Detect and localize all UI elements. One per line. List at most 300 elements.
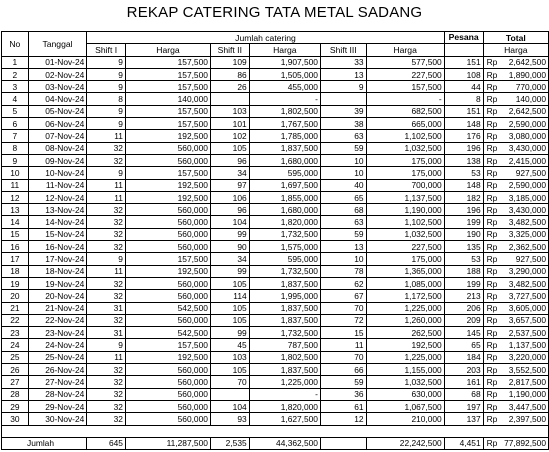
row-shift-2[interactable]: 70 [210,376,249,388]
row-date[interactable]: 14-Nov-24 [28,216,87,228]
row-harga-3[interactable]: 227,500 [366,241,444,253]
row-harga-1[interactable]: 157,500 [125,68,210,80]
row-pesanan[interactable]: 145 [444,327,483,339]
row-rp[interactable]: Rp [483,241,502,253]
header-tanggal[interactable]: Tanggal [28,32,87,57]
row-shift-1[interactable]: 32 [87,400,126,412]
row-shift-3[interactable]: 10 [320,253,366,265]
row-pesanan[interactable]: 8 [444,93,483,105]
row-harga-2[interactable]: 1,907,500 [249,56,320,68]
row-date[interactable]: 20-Nov-24 [28,290,87,302]
header-total[interactable]: Total [483,32,548,44]
row-no[interactable]: 20 [2,290,29,302]
row-shift-3[interactable]: 70 [320,302,366,314]
row-pesanan[interactable]: 161 [444,376,483,388]
header-pesanan[interactable]: Pesana [444,32,483,44]
row-no[interactable]: 15 [2,228,29,240]
row-total[interactable]: 3,552,500 [502,364,548,376]
row-shift-3[interactable]: 33 [320,56,366,68]
row-date[interactable]: 30-Nov-24 [28,413,87,425]
row-total[interactable]: 3,430,000 [502,204,548,216]
row-shift-1[interactable]: 11 [87,130,126,142]
row-shift-2[interactable]: 45 [210,339,249,351]
row-total[interactable]: 1,890,000 [502,68,548,80]
row-date[interactable]: 27-Nov-24 [28,376,87,388]
row-shift-1[interactable]: 32 [87,277,126,289]
row-shift-1[interactable]: 32 [87,228,126,240]
row-harga-2[interactable]: 1,995,000 [249,290,320,302]
row-date[interactable]: 13-Nov-24 [28,204,87,216]
row-rp[interactable]: Rp [483,216,502,228]
row-shift-3[interactable]: 66 [320,364,366,376]
row-no[interactable]: 8 [2,142,29,154]
row-pesanan[interactable]: 196 [444,204,483,216]
row-harga-1[interactable]: 542,500 [125,327,210,339]
row-shift-3[interactable]: 9 [320,81,366,93]
row-no[interactable]: 16 [2,241,29,253]
row-rp[interactable]: Rp [483,68,502,80]
row-pesanan[interactable]: 206 [444,302,483,314]
row-harga-2[interactable]: 1,837,500 [249,364,320,376]
row-shift-2[interactable]: 105 [210,302,249,314]
row-harga-3[interactable]: 1,190,000 [366,204,444,216]
header-shift-2[interactable]: Shift II [210,44,249,56]
row-harga-2[interactable]: 1,837,500 [249,142,320,154]
row-pesanan[interactable]: 176 [444,130,483,142]
row-no[interactable]: 9 [2,154,29,166]
row-harga-3[interactable]: 1,102,500 [366,130,444,142]
row-no[interactable]: 10 [2,167,29,179]
summary-harga-3[interactable]: 22,242,500 [366,437,444,449]
row-harga-2[interactable]: 595,000 [249,167,320,179]
summary-shift-1[interactable]: 645 [87,437,126,449]
row-harga-1[interactable]: 560,000 [125,400,210,412]
row-no[interactable]: 3 [2,81,29,93]
row-shift-2[interactable]: 34 [210,167,249,179]
row-pesanan[interactable]: 196 [444,142,483,154]
row-harga-2[interactable]: 1,767,500 [249,118,320,130]
row-shift-1[interactable]: 11 [87,179,126,191]
row-total[interactable]: 927,500 [502,167,548,179]
summary-label[interactable]: Jumlah [2,437,87,449]
row-shift-3[interactable]: 78 [320,265,366,277]
row-shift-2[interactable]: 99 [210,265,249,277]
summary-harga-2[interactable]: 44,362,500 [249,437,320,449]
row-harga-3[interactable]: 175,000 [366,167,444,179]
row-harga-1[interactable]: 560,000 [125,216,210,228]
row-shift-2[interactable]: 96 [210,154,249,166]
row-date[interactable]: 09-Nov-24 [28,154,87,166]
row-shift-1[interactable]: 11 [87,351,126,363]
row-pesanan[interactable]: 182 [444,191,483,203]
row-no[interactable]: 21 [2,302,29,314]
row-harga-2[interactable]: 1,837,500 [249,314,320,326]
row-harga-3[interactable]: 175,000 [366,154,444,166]
row-harga-2[interactable]: 1,732,500 [249,228,320,240]
row-rp[interactable]: Rp [483,179,502,191]
row-shift-2[interactable]: 26 [210,81,249,93]
row-total[interactable]: 3,482,500 [502,216,548,228]
row-harga-1[interactable]: 157,500 [125,81,210,93]
row-no[interactable]: 19 [2,277,29,289]
row-shift-2[interactable]: 104 [210,400,249,412]
row-harga-1[interactable]: 157,500 [125,253,210,265]
row-shift-1[interactable]: 32 [87,290,126,302]
row-rp[interactable]: Rp [483,376,502,388]
row-shift-1[interactable]: 9 [87,68,126,80]
row-shift-3[interactable]: 10 [320,167,366,179]
row-shift-1[interactable]: 31 [87,302,126,314]
row-pesanan[interactable]: 108 [444,68,483,80]
row-total[interactable]: 3,185,000 [502,191,548,203]
row-harga-3[interactable]: 1,260,000 [366,314,444,326]
row-harga-1[interactable]: 157,500 [125,118,210,130]
row-shift-3[interactable] [320,93,366,105]
row-rp[interactable]: Rp [483,290,502,302]
row-no[interactable]: 28 [2,388,29,400]
row-no[interactable]: 12 [2,191,29,203]
row-date[interactable]: 17-Nov-24 [28,253,87,265]
row-total[interactable]: 3,220,000 [502,351,548,363]
row-no[interactable]: 7 [2,130,29,142]
row-shift-2[interactable]: 34 [210,253,249,265]
row-total[interactable]: 3,657,500 [502,314,548,326]
header-harga-1[interactable]: Harga [125,44,210,56]
row-harga-2[interactable]: 595,000 [249,253,320,265]
row-no[interactable]: 4 [2,93,29,105]
row-harga-2[interactable]: 1,802,500 [249,105,320,117]
row-harga-2[interactable]: 1,505,000 [249,68,320,80]
row-date[interactable]: 12-Nov-24 [28,191,87,203]
row-date[interactable]: 07-Nov-24 [28,130,87,142]
row-no[interactable]: 2 [2,68,29,80]
row-date[interactable]: 08-Nov-24 [28,142,87,154]
row-harga-3[interactable]: 1,172,500 [366,290,444,302]
row-no[interactable]: 29 [2,400,29,412]
row-shift-1[interactable]: 32 [87,364,126,376]
row-shift-1[interactable]: 32 [87,314,126,326]
row-shift-2[interactable]: 86 [210,68,249,80]
row-pesanan[interactable]: 135 [444,241,483,253]
row-shift-1[interactable]: 11 [87,265,126,277]
row-total[interactable]: 3,482,500 [502,277,548,289]
row-harga-2[interactable]: 1,680,000 [249,204,320,216]
row-shift-2[interactable]: 109 [210,56,249,68]
row-no[interactable]: 18 [2,265,29,277]
row-harga-1[interactable]: 157,500 [125,167,210,179]
row-no[interactable]: 27 [2,376,29,388]
row-date[interactable]: 06-Nov-24 [28,118,87,130]
row-harga-1[interactable]: 192,500 [125,191,210,203]
row-date[interactable]: 10-Nov-24 [28,167,87,179]
row-harga-2[interactable]: 1,680,000 [249,154,320,166]
row-harga-3[interactable]: 682,500 [366,105,444,117]
row-date[interactable]: 25-Nov-24 [28,351,87,363]
row-harga-3[interactable]: 1,085,000 [366,277,444,289]
row-harga-1[interactable]: 560,000 [125,413,210,425]
row-shift-1[interactable]: 9 [87,167,126,179]
row-shift-2[interactable]: 103 [210,351,249,363]
row-harga-2[interactable]: 1,627,500 [249,413,320,425]
row-shift-1[interactable]: 32 [87,413,126,425]
row-shift-2[interactable]: 93 [210,413,249,425]
row-shift-3[interactable]: 65 [320,191,366,203]
row-no[interactable]: 22 [2,314,29,326]
row-harga-3[interactable]: 1,155,000 [366,364,444,376]
row-shift-1[interactable]: 32 [87,142,126,154]
summary-harga-1[interactable]: 11,287,500 [125,437,210,449]
row-rp[interactable]: Rp [483,388,502,400]
row-shift-2[interactable] [210,388,249,400]
row-harga-1[interactable]: 560,000 [125,388,210,400]
row-shift-3[interactable]: 12 [320,413,366,425]
row-date[interactable]: 22-Nov-24 [28,314,87,326]
row-harga-3[interactable]: 577,500 [366,56,444,68]
row-pesanan[interactable]: 190 [444,228,483,240]
row-harga-1[interactable]: 560,000 [125,241,210,253]
row-rp[interactable]: Rp [483,413,502,425]
row-no[interactable]: 24 [2,339,29,351]
row-shift-3[interactable]: 40 [320,179,366,191]
row-total[interactable]: 3,727,500 [502,290,548,302]
row-rp[interactable]: Rp [483,130,502,142]
row-rp[interactable]: Rp [483,327,502,339]
row-harga-3[interactable]: 1,365,000 [366,265,444,277]
row-harga-3[interactable]: 700,000 [366,179,444,191]
row-date[interactable]: 28-Nov-24 [28,388,87,400]
row-total[interactable]: 2,397,500 [502,413,548,425]
row-harga-3[interactable]: 262,500 [366,327,444,339]
row-rp[interactable]: Rp [483,81,502,93]
row-shift-1[interactable]: 9 [87,105,126,117]
row-shift-1[interactable]: 31 [87,327,126,339]
row-harga-1[interactable]: 192,500 [125,265,210,277]
row-rp[interactable]: Rp [483,105,502,117]
row-shift-1[interactable]: 9 [87,81,126,93]
row-harga-3[interactable]: 1,032,500 [366,376,444,388]
row-rp[interactable]: Rp [483,253,502,265]
row-harga-2[interactable]: 1,575,000 [249,241,320,253]
row-shift-1[interactable]: 32 [87,154,126,166]
row-rp[interactable]: Rp [483,56,502,68]
header-jumlah-catering[interactable]: Jumlah catering [87,32,444,44]
row-harga-3[interactable]: 1,225,000 [366,302,444,314]
row-shift-2[interactable]: 105 [210,314,249,326]
row-harga-3[interactable]: 1,067,500 [366,400,444,412]
row-harga-2[interactable]: - [249,93,320,105]
row-total[interactable]: 3,290,000 [502,265,548,277]
row-shift-3[interactable]: 61 [320,400,366,412]
row-harga-2[interactable]: 1,802,500 [249,351,320,363]
row-shift-2[interactable]: 97 [210,179,249,191]
row-harga-3[interactable]: - [366,93,444,105]
row-harga-2[interactable]: 1,732,500 [249,265,320,277]
row-shift-3[interactable]: 62 [320,277,366,289]
row-harga-1[interactable]: 542,500 [125,302,210,314]
row-harga-1[interactable]: 192,500 [125,179,210,191]
row-no[interactable]: 17 [2,253,29,265]
row-total[interactable]: 2,642,500 [502,105,548,117]
summary-shift-3[interactable] [320,437,366,449]
row-shift-3[interactable]: 13 [320,241,366,253]
row-date[interactable]: 29-Nov-24 [28,400,87,412]
row-rp[interactable]: Rp [483,142,502,154]
row-total[interactable]: 2,642,500 [502,56,548,68]
row-shift-3[interactable]: 63 [320,216,366,228]
row-harga-2[interactable]: 1,785,000 [249,130,320,142]
row-harga-1[interactable]: 140,000 [125,93,210,105]
row-date[interactable]: 05-Nov-24 [28,105,87,117]
row-total[interactable]: 3,080,000 [502,130,548,142]
row-pesanan[interactable]: 151 [444,56,483,68]
row-harga-3[interactable]: 665,000 [366,118,444,130]
row-no[interactable]: 26 [2,364,29,376]
row-harga-3[interactable]: 1,032,500 [366,142,444,154]
row-harga-1[interactable]: 157,500 [125,56,210,68]
row-total[interactable]: 2,817,500 [502,376,548,388]
row-harga-1[interactable]: 560,000 [125,376,210,388]
row-shift-3[interactable]: 36 [320,388,366,400]
row-no[interactable]: 5 [2,105,29,117]
row-shift-2[interactable]: 101 [210,118,249,130]
summary-shift-2[interactable]: 2,535 [210,437,249,449]
row-rp[interactable]: Rp [483,302,502,314]
row-rp[interactable]: Rp [483,351,502,363]
row-harga-2[interactable]: - [249,388,320,400]
row-harga-1[interactable]: 560,000 [125,204,210,216]
row-rp[interactable]: Rp [483,204,502,216]
row-shift-2[interactable]: 105 [210,277,249,289]
row-date[interactable]: 19-Nov-24 [28,277,87,289]
row-shift-1[interactable]: 8 [87,93,126,105]
row-total[interactable]: 770,000 [502,81,548,93]
row-rp[interactable]: Rp [483,265,502,277]
row-shift-3[interactable]: 59 [320,228,366,240]
row-shift-2[interactable]: 96 [210,204,249,216]
row-date[interactable]: 01-Nov-24 [28,56,87,68]
row-date[interactable]: 02-Nov-24 [28,68,87,80]
row-harga-3[interactable]: 1,225,000 [366,351,444,363]
row-harga-2[interactable]: 1,697,500 [249,179,320,191]
row-date[interactable]: 24-Nov-24 [28,339,87,351]
row-pesanan[interactable]: 148 [444,179,483,191]
row-total[interactable]: 3,447,500 [502,400,548,412]
row-shift-3[interactable]: 59 [320,142,366,154]
header-shift-1[interactable]: Shift I [87,44,126,56]
row-rp[interactable]: Rp [483,277,502,289]
row-pesanan[interactable]: 197 [444,400,483,412]
row-total[interactable]: 1,190,000 [502,388,548,400]
row-shift-3[interactable]: 67 [320,290,366,302]
row-no[interactable]: 30 [2,413,29,425]
header-total-harga[interactable]: Harga [483,44,548,56]
row-pesanan[interactable]: 151 [444,105,483,117]
row-total[interactable]: 2,590,000 [502,118,548,130]
row-shift-1[interactable]: 32 [87,388,126,400]
row-date[interactable]: 15-Nov-24 [28,228,87,240]
row-shift-3[interactable]: 10 [320,154,366,166]
row-no[interactable]: 6 [2,118,29,130]
row-shift-1[interactable]: 32 [87,241,126,253]
row-harga-2[interactable]: 1,837,500 [249,277,320,289]
row-rp[interactable]: Rp [483,339,502,351]
header-shift-3[interactable]: Shift III [320,44,366,56]
row-date[interactable]: 21-Nov-24 [28,302,87,314]
row-no[interactable]: 25 [2,351,29,363]
row-harga-1[interactable]: 192,500 [125,351,210,363]
row-pesanan[interactable]: 188 [444,265,483,277]
row-date[interactable]: 11-Nov-24 [28,179,87,191]
row-harga-1[interactable]: 560,000 [125,277,210,289]
row-date[interactable]: 04-Nov-24 [28,93,87,105]
row-shift-3[interactable]: 39 [320,105,366,117]
row-shift-2[interactable]: 106 [210,191,249,203]
row-shift-2[interactable]: 104 [210,216,249,228]
row-harga-3[interactable]: 210,000 [366,413,444,425]
row-rp[interactable]: Rp [483,314,502,326]
row-shift-2[interactable]: 90 [210,241,249,253]
row-total[interactable]: 2,415,000 [502,154,548,166]
row-shift-1[interactable]: 9 [87,339,126,351]
row-harga-3[interactable]: 157,500 [366,81,444,93]
row-shift-1[interactable]: 32 [87,216,126,228]
row-shift-2[interactable]: 105 [210,142,249,154]
row-shift-3[interactable]: 11 [320,339,366,351]
row-pesanan[interactable]: 65 [444,339,483,351]
row-no[interactable]: 23 [2,327,29,339]
row-harga-2[interactable]: 1,225,000 [249,376,320,388]
row-shift-1[interactable]: 9 [87,253,126,265]
row-harga-1[interactable]: 157,500 [125,105,210,117]
row-pesanan[interactable]: 184 [444,351,483,363]
row-no[interactable]: 11 [2,179,29,191]
row-harga-2[interactable]: 1,732,500 [249,327,320,339]
row-pesanan[interactable]: 137 [444,413,483,425]
row-harga-2[interactable]: 787,500 [249,339,320,351]
summary-pesanan[interactable]: 4,451 [444,437,483,449]
row-harga-2[interactable]: 1,837,500 [249,302,320,314]
row-shift-2[interactable]: 105 [210,364,249,376]
row-shift-1[interactable]: 9 [87,118,126,130]
row-pesanan[interactable]: 209 [444,314,483,326]
header-harga-2[interactable]: Harga [249,44,320,56]
row-pesanan[interactable]: 199 [444,277,483,289]
row-total[interactable]: 2,590,000 [502,179,548,191]
row-shift-2[interactable]: 99 [210,327,249,339]
row-shift-3[interactable]: 59 [320,376,366,388]
row-harga-1[interactable]: 192,500 [125,130,210,142]
row-no[interactable]: 14 [2,216,29,228]
row-harga-3[interactable]: 1,137,500 [366,191,444,203]
summary-rp[interactable]: Rp [483,437,502,449]
row-rp[interactable]: Rp [483,167,502,179]
row-total[interactable]: 140,000 [502,93,548,105]
row-rp[interactable]: Rp [483,93,502,105]
row-shift-1[interactable]: 32 [87,204,126,216]
header-harga-3[interactable]: Harga [366,44,444,56]
row-total[interactable]: 1,137,500 [502,339,548,351]
row-shift-2[interactable]: 102 [210,130,249,142]
row-date[interactable]: 18-Nov-24 [28,265,87,277]
header-no[interactable]: No [2,32,29,57]
row-total[interactable]: 2,362,500 [502,241,548,253]
row-pesanan[interactable]: 138 [444,154,483,166]
row-date[interactable]: 26-Nov-24 [28,364,87,376]
row-harga-3[interactable]: 192,500 [366,339,444,351]
row-rp[interactable]: Rp [483,154,502,166]
row-shift-1[interactable]: 32 [87,376,126,388]
row-harga-2[interactable]: 1,855,000 [249,191,320,203]
